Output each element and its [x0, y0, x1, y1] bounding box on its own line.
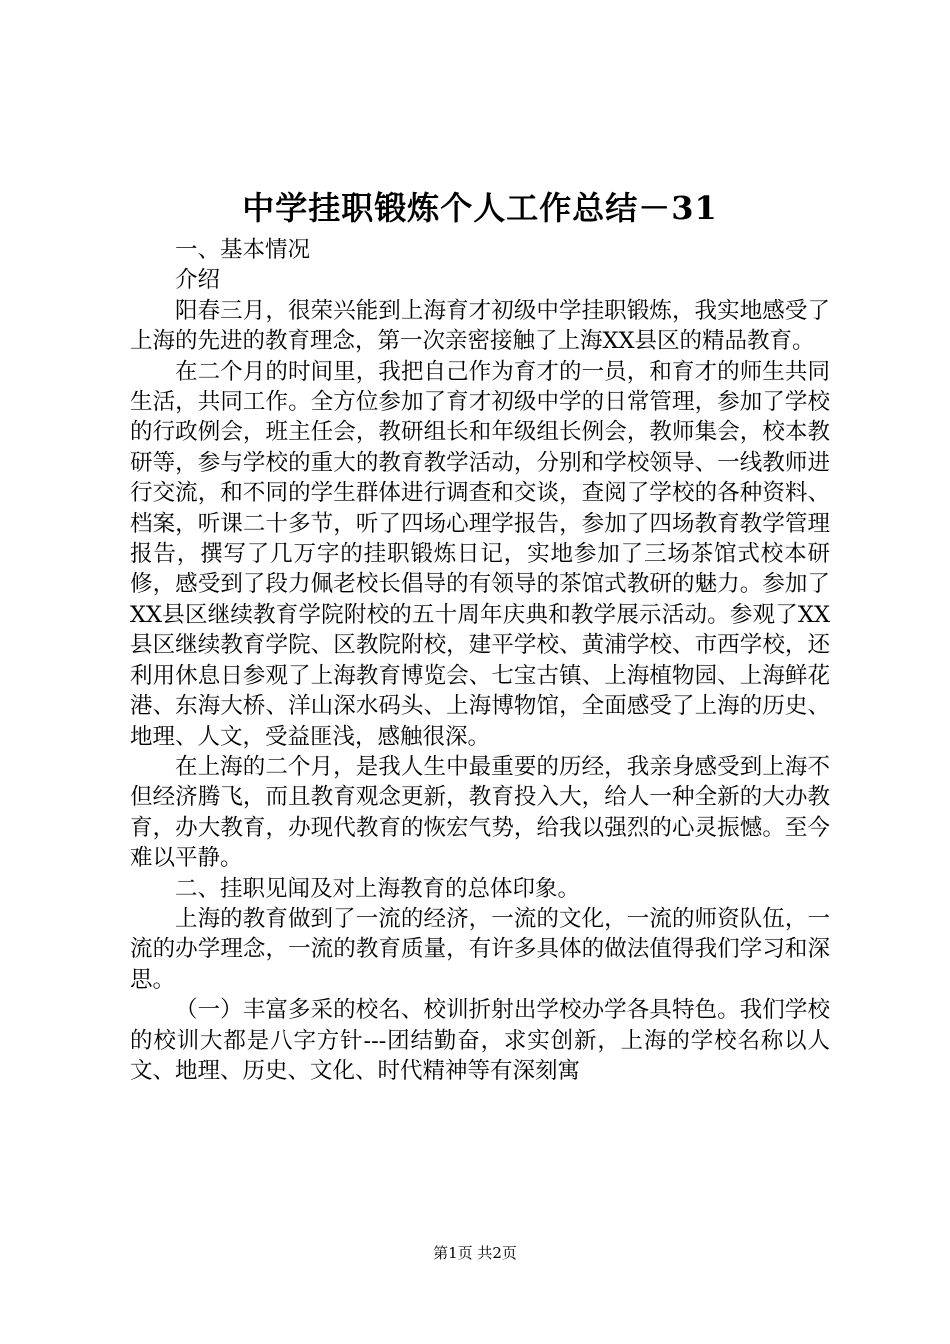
document-title: 中学挂职锻炼个人工作总结－31 — [242, 189, 718, 227]
section-heading-basic: 一、基本情况 — [175, 237, 311, 263]
paragraph: 在二个月的时间里，我把自己作为育才的一员，和育才的师生共同生活，共同工作。全方位参加了育才初级中学的日常管理，参加了学校的行政例会，班主任会，教研组长和年级组长例会，教师集会，校本教研等，参与学校的重大的教育教学活动，分别和学校领导、一线教师进行交流，和不同的学生群体进行调查和交谈，查阅了学校的各种资料、档案，听课二十多节，听了四场心理学报告，参加了四场教育教学管理报告，撰写了几万字的挂职锻炼日记，实地参加了三场茶馆式校本研修，感受到了段力佩老校长倡导的有领导的茶馆式教研的魅力。参加了XX县区继续教育学院附校的五十周年庆典和教学展示活动。参观了XX县区继续教育学院、区教院附校，建平学校、黄浦学校、市西学校，还利用休息日参观了上海教育博览会、七宝古镇、上海植物园、上海鲜花港、东海大桥、洋山深水码头、上海博物馆，全面感受了上海的历史、地理、人文，受益匪浅，感触很深。 — [130, 358, 830, 750]
paragraph-intro-label: 介绍 — [175, 267, 221, 294]
section-heading-impression: 二、挂职见闻及对上海教育的总体印象。 — [175, 875, 581, 902]
paragraph: 在上海的二个月，是我人生中最重要的历经，我亲身感受到上海不但经济腾飞，而且教育观念更新，教育投入大，给人一种全新的大办教育，办大教育，办现代教育的恢宏气势，给我以强烈的心灵振憾。至今难以平静。 — [130, 753, 830, 872]
subsection-paragraph: （一）丰富多采的校名、校训折射出学校办学各具特色。我们学校的校训大都是八字方针---团结勤奋，求实创新，上海的学校名称以人文、地理、历史、文化、时代精神等有深刻寓 — [130, 997, 830, 1084]
document-body — [130, 185, 830, 1086]
page-number-footer: 第1页 共2页 — [433, 1244, 517, 1262]
paragraph: 上海的教育做到了一流的经济，一流的文化，一流的师资队伍，一流的办学理念，一流的教育质量，有许多具体的做法值得我们学习和深思。 — [130, 905, 830, 993]
paragraph: 阳春三月，很荣兴能到上海育才初级中学挂职锻炼，我实地感受了上海的先进的教育理念，第一次亲密接触了上海XX县区的精品教育。 — [130, 297, 830, 355]
